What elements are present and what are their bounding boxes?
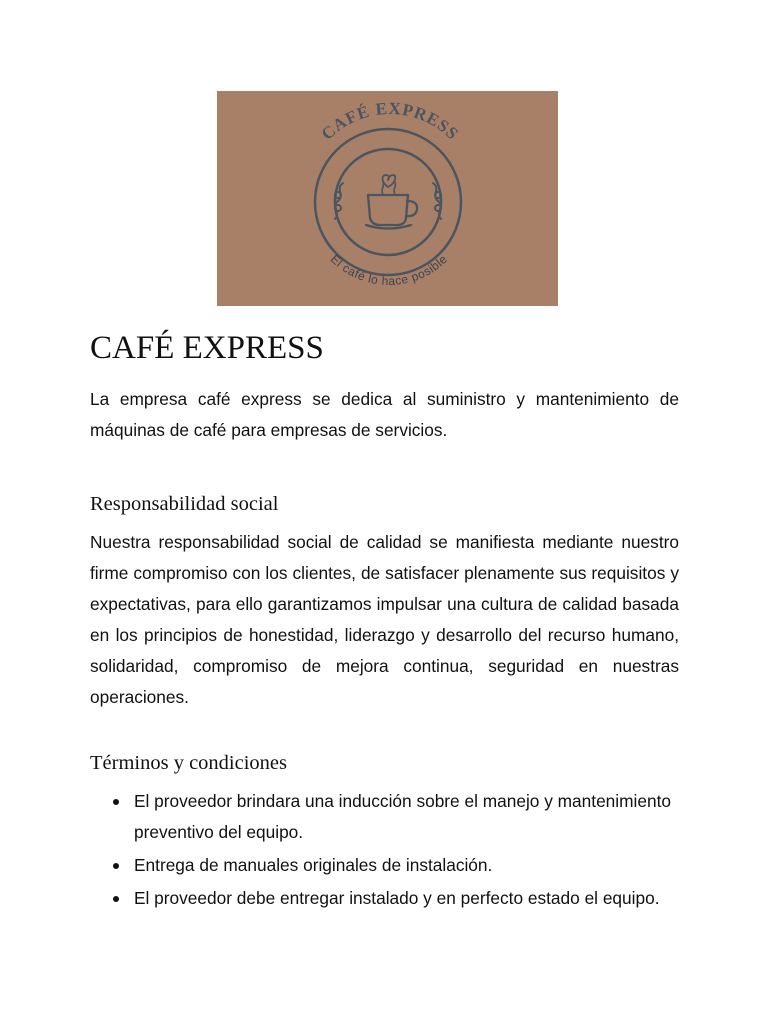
bullet-icon: [113, 799, 119, 805]
coffee-cup-heart-icon: [366, 175, 417, 229]
list-item-text: Entrega de manuales originales de instalación.: [134, 855, 493, 875]
logo-tagline-text: El café lo hace posible: [327, 251, 451, 289]
list-item-text: El proveedor brindara una inducción sobre el manejo y mantenimiento preventivo del equipo.: [134, 791, 671, 842]
terms-list: [90, 786, 679, 916]
intro-paragraph: La empresa café express se dedica al suministro y mantenimiento de máquinas de café para empresas de servicios.: [90, 389, 679, 440]
logo-graphic: [217, 91, 558, 306]
bullet-icon: [113, 896, 119, 902]
logo-brand-text: CAFÉ EXPRESS: [317, 98, 463, 144]
list-item: [90, 850, 679, 881]
list-item: [90, 883, 679, 914]
company-logo: [217, 91, 558, 306]
social-responsibility-paragraph: Nuestra responsabilidad social de calidad se manifiesta mediante nuestro firme compromiso con los clientes, de satisfacer plenamente sus requisitos y expectativas, para ello garantizamos impulsar una cultura de calidad basada en los principios de honestidad, liderazgo y desarrollo del recurso humano, solidaridad, compromiso de mejora continua, seguridad en nuestras operaciones.: [90, 532, 679, 707]
list-item-text: El proveedor debe entregar instalado y en perfecto estado el equipo.: [134, 888, 660, 908]
document-title: CAFÉ EXPRESS: [90, 330, 324, 366]
logo-inner-ring: [335, 149, 441, 255]
social-responsibility-heading: Responsabilidad social: [90, 493, 279, 515]
terms-heading: Términos y condiciones: [90, 752, 287, 774]
bullet-icon: [113, 863, 119, 869]
list-item: [90, 786, 679, 848]
